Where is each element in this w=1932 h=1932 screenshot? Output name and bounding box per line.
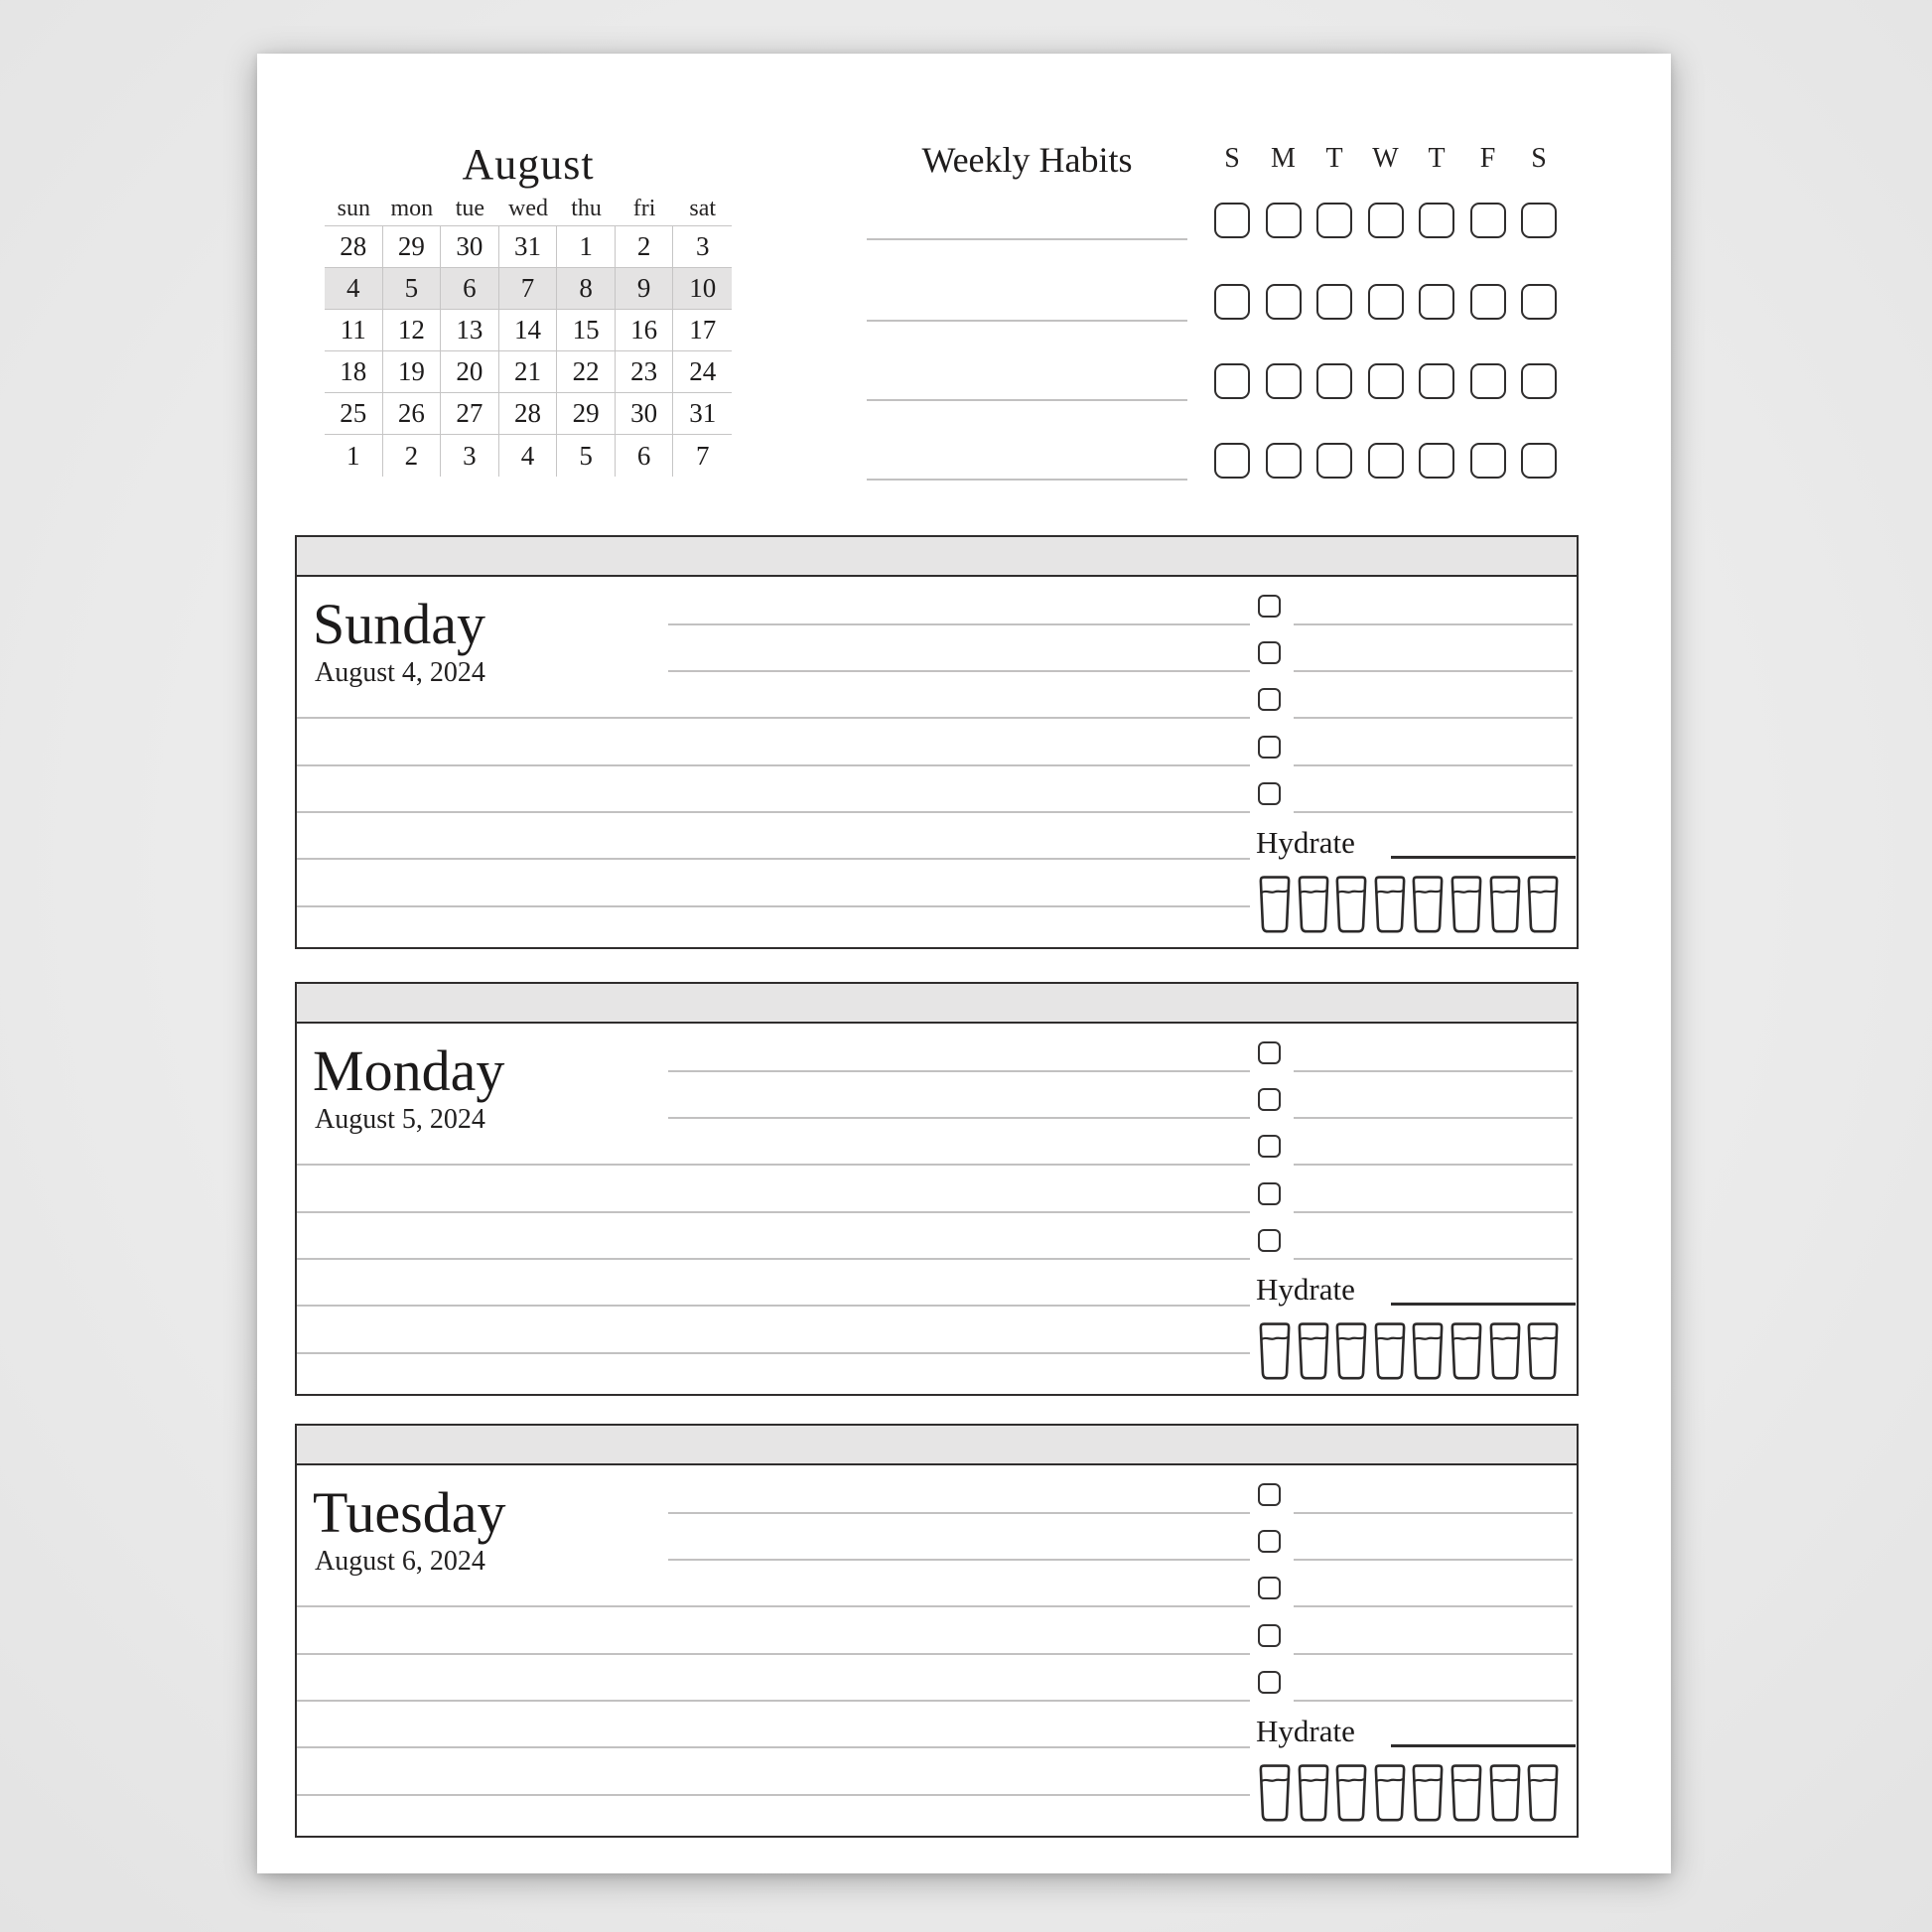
water-glass-icon[interactable]	[1373, 875, 1407, 934]
habit-checkbox[interactable]	[1316, 203, 1352, 238]
habit-checkbox[interactable]	[1419, 443, 1454, 479]
todo-line	[1294, 670, 1573, 672]
calendar-day-cell: 26	[383, 393, 442, 435]
day-header-bar	[297, 984, 1577, 1024]
todo-checkbox[interactable]	[1258, 1135, 1281, 1158]
todo-checkbox[interactable]	[1258, 1088, 1281, 1111]
note-line	[668, 670, 1250, 672]
todo-line	[1294, 1164, 1573, 1166]
weekly-habits-title: Weekly Habits	[921, 140, 1133, 180]
water-glass-icon[interactable]	[1411, 875, 1445, 934]
hydrate-label: Hydrate	[1256, 1714, 1355, 1748]
water-glass-icon[interactable]	[1373, 1321, 1407, 1381]
calendar-day-cell: 31	[499, 226, 558, 268]
hydrate-underline	[1391, 856, 1576, 859]
water-glass-icon[interactable]	[1526, 875, 1560, 934]
calendar-day-cell: 11	[325, 310, 383, 351]
day-title: Tuesday	[313, 1480, 506, 1545]
water-glass-icon[interactable]	[1449, 875, 1483, 934]
todo-checkbox[interactable]	[1258, 1530, 1281, 1553]
water-glass-icon[interactable]	[1334, 1763, 1368, 1823]
calendar-month-title: August	[462, 140, 595, 189]
habit-checkbox[interactable]	[1266, 203, 1302, 238]
note-line	[668, 1512, 1250, 1514]
calendar-day-cell: 2	[383, 435, 442, 477]
calendar-day-cell: 16	[616, 310, 674, 351]
water-glass-icon[interactable]	[1526, 1321, 1560, 1381]
todo-line	[1294, 764, 1573, 766]
todo-line	[1294, 1653, 1573, 1655]
todo-line	[1294, 1512, 1573, 1514]
hydrate-underline	[1391, 1744, 1576, 1747]
habit-name-line	[867, 479, 1187, 481]
day-title: Sunday	[313, 592, 485, 656]
habit-checkbox[interactable]	[1214, 443, 1250, 479]
note-line	[297, 1605, 1250, 1607]
todo-line	[1294, 1211, 1573, 1213]
calendar-day-cell: 29	[383, 226, 442, 268]
day-section-sunday	[295, 535, 1579, 949]
note-line	[668, 1070, 1250, 1072]
todo-line	[1294, 811, 1573, 813]
habit-checkbox[interactable]	[1368, 284, 1404, 320]
water-glass-icon[interactable]	[1488, 1321, 1522, 1381]
calendar-day-cell: 19	[383, 351, 442, 393]
note-line	[668, 1117, 1250, 1119]
habit-checkbox[interactable]	[1266, 443, 1302, 479]
habit-checkbox[interactable]	[1266, 363, 1302, 399]
habit-day-letter: F	[1479, 143, 1496, 174]
water-glass-icon[interactable]	[1297, 1321, 1330, 1381]
day-header-bar	[297, 537, 1577, 577]
note-line	[668, 1559, 1250, 1561]
day-title: Monday	[313, 1038, 505, 1103]
habit-checkbox[interactable]	[1214, 363, 1250, 399]
hydrate-tracker	[1258, 1763, 1560, 1823]
todo-line	[1294, 1117, 1573, 1119]
note-line	[297, 764, 1250, 766]
note-line	[297, 1258, 1250, 1260]
todo-line	[1294, 1070, 1573, 1072]
habit-name-line	[867, 238, 1187, 240]
water-glass-icon[interactable]	[1488, 1763, 1522, 1823]
todo-checkbox[interactable]	[1258, 1182, 1281, 1205]
weekday-header: sun	[325, 201, 383, 226]
calendar-day-cell: 24	[673, 351, 732, 393]
water-glass-icon[interactable]	[1297, 1763, 1330, 1823]
calendar-day-cell: 25	[325, 393, 383, 435]
note-line	[297, 1164, 1250, 1166]
calendar-day-cell: 9	[616, 268, 674, 310]
todo-line	[1294, 623, 1573, 625]
habit-checkbox[interactable]	[1470, 203, 1506, 238]
calendar-day-cell: 2	[616, 226, 674, 268]
note-line	[668, 623, 1250, 625]
calendar-day-cell: 18	[325, 351, 383, 393]
habit-checkbox[interactable]	[1521, 443, 1557, 479]
todo-line	[1294, 1700, 1573, 1702]
todo-checkbox[interactable]	[1258, 782, 1281, 805]
habit-day-letter: T	[1428, 143, 1446, 174]
weekday-header: thu	[557, 201, 616, 226]
hydrate-tracker	[1258, 1321, 1560, 1381]
calendar-day-cell: 21	[499, 351, 558, 393]
todo-checkbox[interactable]	[1258, 595, 1281, 618]
note-line	[297, 905, 1250, 907]
calendar-day-cell: 4	[499, 435, 558, 477]
habit-checkbox[interactable]	[1368, 203, 1404, 238]
water-glass-icon[interactable]	[1488, 875, 1522, 934]
calendar-day-cell: 4	[325, 268, 383, 310]
todo-checkbox[interactable]	[1258, 1577, 1281, 1599]
habit-checkbox[interactable]	[1316, 284, 1352, 320]
todo-checkbox[interactable]	[1258, 1041, 1281, 1064]
todo-checkbox[interactable]	[1258, 1624, 1281, 1647]
calendar-day-cell: 29	[557, 393, 616, 435]
habit-checkbox[interactable]	[1368, 443, 1404, 479]
habit-name-line	[867, 399, 1187, 401]
habit-checkbox[interactable]	[1470, 284, 1506, 320]
todo-checkbox[interactable]	[1258, 1483, 1281, 1506]
habit-day-letter: M	[1271, 143, 1296, 174]
todo-checkbox[interactable]	[1258, 688, 1281, 711]
habit-checkbox[interactable]	[1470, 363, 1506, 399]
calendar-day-cell: 5	[557, 435, 616, 477]
calendar-day-cell: 8	[557, 268, 616, 310]
water-glass-icon[interactable]	[1373, 1763, 1407, 1823]
todo-checkbox[interactable]	[1258, 641, 1281, 664]
calendar-day-cell: 31	[673, 393, 732, 435]
habit-day-letter: W	[1372, 143, 1399, 174]
calendar-day-cell: 27	[441, 393, 499, 435]
water-glass-icon[interactable]	[1526, 1763, 1560, 1823]
calendar-day-cell: 10	[673, 268, 732, 310]
day-date: August 4, 2024	[315, 657, 485, 688]
calendar-day-cell: 7	[499, 268, 558, 310]
habit-checkbox[interactable]	[1368, 363, 1404, 399]
water-glass-icon[interactable]	[1258, 1321, 1292, 1381]
mini-calendar	[325, 196, 732, 477]
water-glass-icon[interactable]	[1258, 1763, 1292, 1823]
note-line	[297, 717, 1250, 719]
water-glass-icon[interactable]	[1411, 1763, 1445, 1823]
calendar-day-cell: 3	[673, 226, 732, 268]
note-line	[297, 1211, 1250, 1213]
calendar-day-cell: 14	[499, 310, 558, 351]
habit-day-letter: S	[1531, 143, 1547, 174]
calendar-day-cell: 30	[441, 226, 499, 268]
habit-day-letter: T	[1325, 143, 1343, 174]
habit-checkbox[interactable]	[1214, 284, 1250, 320]
weekday-header: fri	[616, 201, 674, 226]
calendar-day-cell: 1	[325, 435, 383, 477]
hydrate-label: Hydrate	[1256, 825, 1355, 860]
water-glass-icon[interactable]	[1297, 875, 1330, 934]
hydrate-label: Hydrate	[1256, 1272, 1355, 1307]
todo-line	[1294, 717, 1573, 719]
calendar-day-cell: 15	[557, 310, 616, 351]
calendar-day-cell: 3	[441, 435, 499, 477]
calendar-day-cell: 30	[616, 393, 674, 435]
habit-checkbox[interactable]	[1470, 443, 1506, 479]
habit-checkbox[interactable]	[1266, 284, 1302, 320]
habit-checkbox[interactable]	[1521, 284, 1557, 320]
day-date: August 6, 2024	[315, 1546, 485, 1577]
habit-checkbox[interactable]	[1521, 363, 1557, 399]
habit-name-line	[867, 320, 1187, 322]
calendar-day-cell: 23	[616, 351, 674, 393]
note-line	[297, 1352, 1250, 1354]
note-line	[297, 1653, 1250, 1655]
water-glass-icon[interactable]	[1411, 1321, 1445, 1381]
habit-checkbox[interactable]	[1419, 284, 1454, 320]
todo-line	[1294, 1605, 1573, 1607]
weekday-header: wed	[499, 201, 558, 226]
note-line	[297, 858, 1250, 860]
hydrate-underline	[1391, 1303, 1576, 1306]
calendar-day-cell: 12	[383, 310, 442, 351]
day-section-monday	[295, 982, 1579, 1396]
todo-checkbox[interactable]	[1258, 1671, 1281, 1694]
calendar-day-cell: 6	[441, 268, 499, 310]
calendar-day-cell: 28	[499, 393, 558, 435]
note-line	[297, 1746, 1250, 1748]
calendar-day-cell: 20	[441, 351, 499, 393]
day-date: August 5, 2024	[315, 1104, 485, 1135]
water-glass-icon[interactable]	[1334, 1321, 1368, 1381]
weekday-header: mon	[383, 201, 442, 226]
habit-checkbox[interactable]	[1316, 363, 1352, 399]
habit-checkbox[interactable]	[1316, 443, 1352, 479]
water-glass-icon[interactable]	[1334, 875, 1368, 934]
calendar-day-cell: 13	[441, 310, 499, 351]
calendar-day-cell: 6	[616, 435, 674, 477]
calendar-day-cell: 5	[383, 268, 442, 310]
habit-checkbox[interactable]	[1419, 203, 1454, 238]
note-line	[297, 1794, 1250, 1796]
habit-checkbox[interactable]	[1214, 203, 1250, 238]
water-glass-icon[interactable]	[1449, 1763, 1483, 1823]
hydrate-tracker	[1258, 875, 1560, 934]
habit-checkbox[interactable]	[1521, 203, 1557, 238]
calendar-day-cell: 7	[695, 440, 710, 471]
weekday-header: sat	[673, 201, 732, 226]
todo-checkbox[interactable]	[1258, 1229, 1281, 1252]
calendar-day-cell: 17	[673, 310, 732, 351]
todo-checkbox[interactable]	[1258, 736, 1281, 759]
habit-checkbox[interactable]	[1419, 363, 1454, 399]
todo-line	[1294, 1258, 1573, 1260]
water-glass-icon[interactable]	[1449, 1321, 1483, 1381]
note-line	[297, 1305, 1250, 1307]
note-line	[297, 811, 1250, 813]
weekday-header: tue	[441, 201, 499, 226]
note-line	[297, 1700, 1250, 1702]
calendar-day-cell: 1	[557, 226, 616, 268]
day-section-tuesday	[295, 1424, 1579, 1838]
todo-line	[1294, 1559, 1573, 1561]
calendar-day-cell: 22	[557, 351, 616, 393]
water-glass-icon[interactable]	[1258, 875, 1292, 934]
habit-day-letter: S	[1224, 143, 1240, 174]
calendar-day-cell: 28	[325, 226, 383, 268]
day-header-bar	[297, 1426, 1577, 1465]
planner-page	[257, 54, 1671, 1873]
